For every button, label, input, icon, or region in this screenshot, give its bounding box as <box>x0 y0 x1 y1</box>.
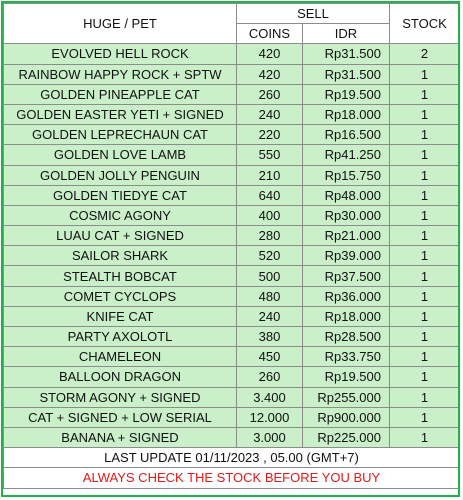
pet-name-cell: RAINBOW HAPPY ROCK + SPTW <box>4 64 237 84</box>
stock-cell: 1 <box>390 64 460 84</box>
idr-cell: Rp19.500 <box>303 84 390 104</box>
table-row <box>4 205 460 225</box>
idr-cell: Rp41.250 <box>303 145 390 165</box>
idr-cell: Rp255.000 <box>303 387 390 407</box>
idr-cell: Rp18.000 <box>303 306 390 326</box>
pet-name-cell: PARTY AXOLOTL <box>4 327 237 347</box>
coins-cell: 12.000 <box>237 407 303 427</box>
stock-cell: 1 <box>390 185 460 205</box>
coins-cell: 550 <box>237 145 303 165</box>
table-row <box>4 44 460 64</box>
stock-cell: 1 <box>390 104 460 124</box>
header-sell: SELL <box>237 4 390 24</box>
stock-cell: 1 <box>390 367 460 387</box>
header-stock: STOCK <box>390 4 460 44</box>
idr-cell: Rp28.500 <box>303 327 390 347</box>
pet-name-cell: COSMIC AGONY <box>4 205 237 225</box>
coins-cell: 260 <box>237 84 303 104</box>
coins-cell: 240 <box>237 104 303 124</box>
stock-cell: 1 <box>390 347 460 367</box>
pet-name-cell: COMET CYCLOPS <box>4 286 237 306</box>
table-row <box>4 84 460 104</box>
pet-name-cell: SAILOR SHARK <box>4 246 237 266</box>
table-row <box>4 286 460 306</box>
idr-cell: Rp31.500 <box>303 64 390 84</box>
coins-cell: 380 <box>237 327 303 347</box>
coins-cell: 3.000 <box>237 427 303 447</box>
coins-cell: 400 <box>237 205 303 225</box>
stock-cell: 1 <box>390 205 460 225</box>
idr-cell: Rp31.500 <box>303 44 390 64</box>
coins-cell: 640 <box>237 185 303 205</box>
stock-cell: 1 <box>390 226 460 246</box>
table-row <box>4 387 460 407</box>
pet-name-cell: GOLDEN TIEDYE CAT <box>4 185 237 205</box>
stock-warning-text: ALWAYS CHECK THE STOCK BEFORE YOU BUY <box>4 468 460 488</box>
header-idr: IDR <box>303 24 390 44</box>
pet-name-cell: GOLDEN EASTER YETI + SIGNED <box>4 104 237 124</box>
pet-name-cell: GOLDEN JOLLY PENGUIN <box>4 165 237 185</box>
table-row <box>4 367 460 387</box>
stock-cell: 1 <box>390 427 460 447</box>
footer-row-update <box>4 448 460 468</box>
pet-name-cell: BALLOON DRAGON <box>4 367 237 387</box>
stock-cell: 1 <box>390 286 460 306</box>
stock-cell: 1 <box>390 327 460 347</box>
pet-name-cell: BANANA + SIGNED <box>4 427 237 447</box>
coins-cell: 210 <box>237 165 303 185</box>
pet-name-cell: EVOLVED HELL ROCK <box>4 44 237 64</box>
table-row <box>4 226 460 246</box>
idr-cell: Rp39.000 <box>303 246 390 266</box>
pet-name-cell: CHAMELEON <box>4 347 237 367</box>
idr-cell: Rp33.750 <box>303 347 390 367</box>
last-update-text: LAST UPDATE 01/11/2023 , 05.00 (GMT+7) <box>4 448 460 468</box>
pet-name-cell: GOLDEN PINEAPPLE CAT <box>4 84 237 104</box>
idr-cell: Rp19.500 <box>303 367 390 387</box>
stock-cell: 2 <box>390 44 460 64</box>
stock-cell: 1 <box>390 165 460 185</box>
table-row <box>4 327 460 347</box>
table-row <box>4 306 460 326</box>
coins-cell: 520 <box>237 246 303 266</box>
table-row <box>4 246 460 266</box>
stock-cell: 1 <box>390 407 460 427</box>
table-row <box>4 125 460 145</box>
stock-cell: 1 <box>390 246 460 266</box>
header-item: HUGE / PET <box>4 4 237 44</box>
footer-row-warning <box>4 468 460 488</box>
pet-name-cell: GOLDEN LEPRECHAUN CAT <box>4 125 237 145</box>
table-row <box>4 64 460 84</box>
idr-cell: Rp36.000 <box>303 286 390 306</box>
pet-name-cell: STEALTH BOBCAT <box>4 266 237 286</box>
coins-cell: 420 <box>237 44 303 64</box>
coins-cell: 480 <box>237 286 303 306</box>
stock-cell: 1 <box>390 266 460 286</box>
price-table <box>3 3 460 489</box>
idr-cell: Rp48.000 <box>303 185 390 205</box>
stock-cell: 1 <box>390 387 460 407</box>
idr-cell: Rp900.000 <box>303 407 390 427</box>
idr-cell: Rp30.000 <box>303 205 390 225</box>
coins-cell: 280 <box>237 226 303 246</box>
idr-cell: Rp15.750 <box>303 165 390 185</box>
table-row <box>4 407 460 427</box>
stock-cell: 1 <box>390 125 460 145</box>
header-coins: COINS <box>237 24 303 44</box>
table-row <box>4 165 460 185</box>
stock-cell: 1 <box>390 145 460 165</box>
table-row <box>4 347 460 367</box>
stock-cell: 1 <box>390 306 460 326</box>
pet-name-cell: LUAU CAT + SIGNED <box>4 226 237 246</box>
table-row <box>4 427 460 447</box>
coins-cell: 420 <box>237 64 303 84</box>
idr-cell: Rp21.000 <box>303 226 390 246</box>
header-row-top <box>4 4 460 24</box>
coins-cell: 500 <box>237 266 303 286</box>
table-row <box>4 104 460 124</box>
table-row <box>4 185 460 205</box>
pet-name-cell: CAT + SIGNED + LOW SERIAL <box>4 407 237 427</box>
idr-cell: Rp18.000 <box>303 104 390 124</box>
stock-cell: 1 <box>390 84 460 104</box>
coins-cell: 220 <box>237 125 303 145</box>
pet-name-cell: STORM AGONY + SIGNED <box>4 387 237 407</box>
coins-cell: 260 <box>237 367 303 387</box>
idr-cell: Rp225.000 <box>303 427 390 447</box>
coins-cell: 3.400 <box>237 387 303 407</box>
idr-cell: Rp16.500 <box>303 125 390 145</box>
price-table-body <box>4 4 460 489</box>
table-row <box>4 266 460 286</box>
coins-cell: 240 <box>237 306 303 326</box>
table-row <box>4 145 460 165</box>
pet-name-cell: KNIFE CAT <box>4 306 237 326</box>
idr-cell: Rp37.500 <box>303 266 390 286</box>
coins-cell: 450 <box>237 347 303 367</box>
pet-name-cell: GOLDEN LOVE LAMB <box>4 145 237 165</box>
